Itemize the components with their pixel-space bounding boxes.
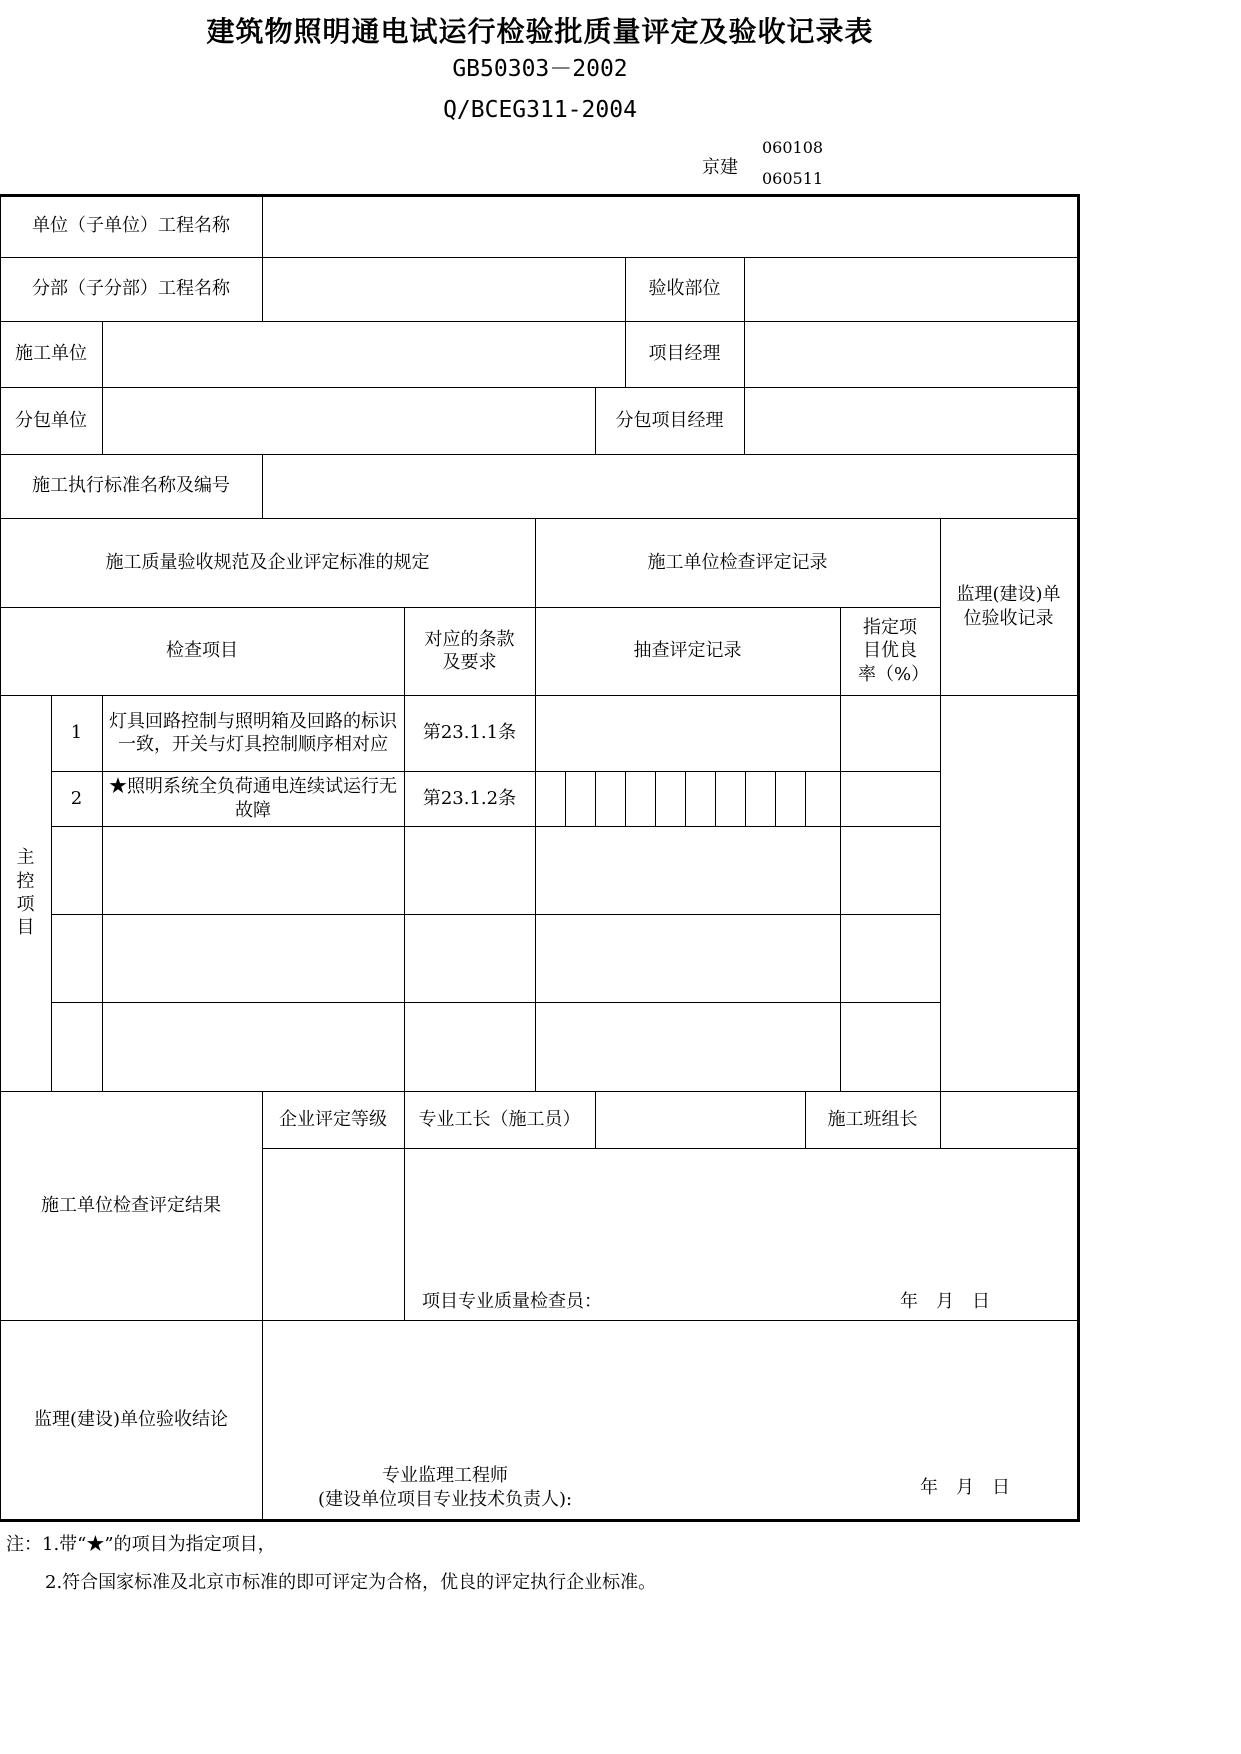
grade-label: 企业评定等级 <box>279 1108 387 1130</box>
check-item-header: 检查项目 <box>166 640 238 662</box>
acceptance-part-field[interactable] <box>744 257 1077 321</box>
foreman-label: 专业工长（施工员） <box>418 1108 581 1130</box>
item-2-text: ★照明系统全负荷通电连续试运行无故障 <box>109 776 397 821</box>
team-leader-field[interactable] <box>940 1091 1077 1148</box>
item-2-no: 2 <box>70 787 83 809</box>
standard-name-field[interactable] <box>262 454 1077 518</box>
item-2-clause: 第23.1.2条 <box>422 787 517 809</box>
label-acceptance-part: 验收部位 <box>648 278 721 300</box>
owner-rep-label: (建设单位项目专业技术负责人): <box>317 1489 573 1511</box>
inspect-date: 年 月 日 <box>900 1291 990 1313</box>
supervision-date: 年 月 日 <box>920 1477 1010 1499</box>
grade-field[interactable] <box>262 1148 404 1320</box>
form-title: 建筑物照明通电试运行检验批质量评定及验收记录表 <box>206 15 874 48</box>
label-subcontractor: 分包单位 <box>15 409 87 431</box>
item-1-clause: 第23.1.1条 <box>422 722 517 744</box>
quality-inspector-label: 项目专业质量检查员： <box>422 1291 602 1313</box>
item-1-rate[interactable] <box>840 695 940 771</box>
item-1-record[interactable] <box>535 695 840 771</box>
code-1: 060108 <box>762 138 824 157</box>
standard-code-gb: GB50303－2002 <box>452 56 628 82</box>
supervision-conclusion-label: 监理(建设)单位验收结论 <box>33 1408 229 1430</box>
clause-header: 对应的条款及要求 <box>424 628 515 673</box>
label-division-project: 分部（子分部）工程名称 <box>32 278 230 300</box>
note-1: 注：1.带“★”的项目为指定项目， <box>6 1534 276 1555</box>
note-2: 2.符合国家标准及北京市标准的即可评定为合格，优良的评定执行企业标准。 <box>45 1572 657 1593</box>
code-2: 060511 <box>762 169 824 188</box>
sub-project-manager-field[interactable] <box>744 387 1077 454</box>
division-project-field[interactable] <box>262 257 625 321</box>
label-construction-unit: 施工单位 <box>15 343 87 365</box>
team-leader-label: 施工班组长 <box>827 1108 918 1130</box>
inspect-header: 施工单位检查评定记录 <box>647 551 828 573</box>
label-unit-project: 单位（子单位）工程名称 <box>32 214 230 236</box>
label-sub-project-manager: 分包项目经理 <box>615 409 724 431</box>
spec-header: 施工质量验收规范及企业评定标准的规定 <box>105 551 430 573</box>
main-control-label: 主控项目 <box>16 847 35 939</box>
standard-code-q: Q/BCEG311-2004 <box>443 97 637 123</box>
label-project-manager: 项目经理 <box>648 343 721 365</box>
supervisor-engineer-label: 专业监理工程师 <box>382 1465 508 1487</box>
inspect-result-label: 施工单位检查评定结果 <box>41 1194 221 1216</box>
unit-project-field[interactable] <box>262 194 1077 257</box>
foreman-field[interactable] <box>595 1091 805 1148</box>
item-1-text: 灯具回路控制与照明箱及回路的标识一致，开关与灯具控制顺序相对应 <box>109 710 397 755</box>
code-label: 京建 <box>702 157 738 178</box>
label-standard-name: 施工执行标准名称及编号 <box>32 475 230 497</box>
item-2-rate[interactable] <box>840 771 940 826</box>
project-manager-field[interactable] <box>744 321 1077 387</box>
excellent-rate-header: 指定项目优良率（%） <box>858 616 930 685</box>
construction-unit-field[interactable] <box>102 321 625 387</box>
supervision-header: 监理(建设)单位验收记录 <box>956 584 1061 629</box>
item-1-no: 1 <box>70 722 83 744</box>
sample-record-header: 抽查评定记录 <box>633 640 742 662</box>
acceptance-form-table <box>0 194 1080 1522</box>
subcontractor-field[interactable] <box>102 387 595 454</box>
